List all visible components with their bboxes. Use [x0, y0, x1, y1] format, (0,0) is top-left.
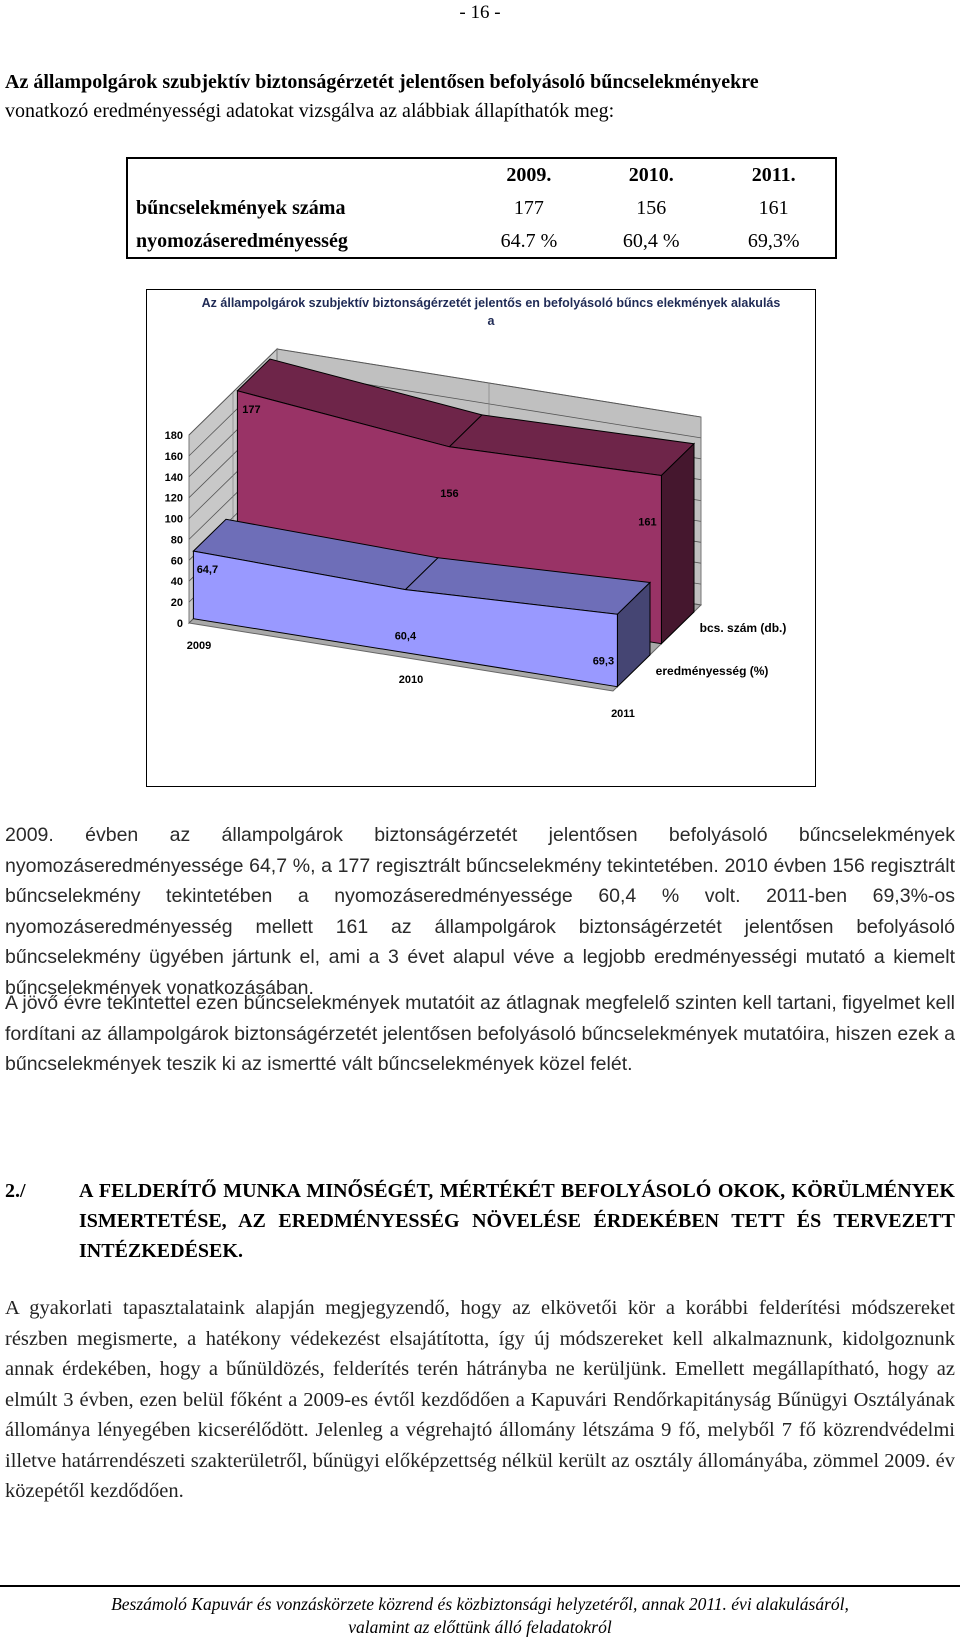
chart-y-tick-label: 180: [164, 430, 183, 442]
chart-y-tick-label: 0: [176, 618, 183, 630]
chart-y-tick-label: 120: [164, 492, 183, 505]
chart-data-label: 64,7: [196, 564, 219, 577]
table-cell: 156: [636, 196, 667, 219]
table-row-label: nyomozáseredményesség: [136, 229, 348, 252]
chart-y-tick-label: 140: [164, 471, 183, 484]
chart-title: a: [487, 314, 495, 328]
chart-svg: [147, 290, 815, 786]
chart-y-tick-label: 100: [164, 513, 183, 526]
chart-data-label: 161: [638, 516, 657, 529]
section-title: A FELDERÍTŐ MUNKA MINŐSÉGÉT, MÉRTÉKÉT BEFOLYÁSOLÓ OKOK, KÖRÜLMÉNYEK ISMERTETÉSE, AZ EREDMÉNYESSÉG NÖVELÉSE ÉRDEKÉBEN TETT ÉS TERVEZETT INTÉZKEDÉSEK.: [79, 1180, 955, 1262]
chart-y-tick-label: 40: [170, 576, 183, 589]
table-row-label: bűncselekmények száma: [136, 196, 346, 219]
intro-plain: vonatkozó eredményességi adatokat vizsgálva az alábbiak állapíthatók meg:: [5, 100, 615, 122]
footer: [0, 1593, 960, 1639]
intro-text: [5, 68, 955, 126]
footer-line: valamint az előttünk álló feladatokról: [348, 1617, 612, 1637]
stats-table: [126, 157, 837, 259]
table-row: [127, 192, 836, 225]
table-corner: [127, 158, 468, 192]
section-heading: [5, 1176, 955, 1266]
chart-data-label: 177: [242, 403, 261, 416]
footer-line: Beszámoló Kapuvár és vonzáskörzete közrend és közbiztonsági helyzetéről, annak 2011. évi alakulásáról,: [111, 1594, 849, 1614]
chart-x-tick-label: 2009: [186, 640, 212, 652]
table-cell: 161: [758, 196, 789, 219]
chart-frame: [146, 289, 816, 787]
table-cell: 60,4 %: [622, 229, 680, 252]
chart-series-label: bcs. szám (db.): [699, 620, 787, 635]
section-number: 2./: [5, 1180, 26, 1202]
paragraph-2: A jövő évre tekintettel ezen bűncselekmények mutatóit az átlagnak megfelelő szinten kell tartani, figyelmet kell fordítani az állampolgárok biztonságérzetét jelentősen befolyásoló bűncselekmények mutatóira, hiszen ezek a bűncselekmények teszik ki az ismertté vált bűncselekmények közel felét.: [5, 992, 955, 1075]
chart-x-tick-label: 2010: [398, 674, 424, 686]
table-header-row: [127, 158, 836, 192]
chart-y-tick-label: 160: [164, 450, 183, 463]
table-year: 2011.: [751, 164, 796, 187]
chart-y-tick-label: 60: [170, 555, 183, 568]
paragraph-3: A gyakorlati tapasztalataink alapján megjegyzendő, hogy az elkövetői kör a korábbi felderítési módszereket részben megismerte, a hatékony védekezést elsajátította, így új módszereket kell alkalmaznunk, kidolgoznunk annak érdekében, hogy a bűnüldözés, felderítés terén hátrányba ne kerüljünk. Emellett megállapítható, hogy az elmúlt 3 évben, ezen belül főként a 2009-es évtől kezdődően a Kapuvári Rendőrkapitányság Bűnügyi Osztályának állománya lényegében kicserélődött. Jelenleg a végrehajtó állomány létszáma 9 fő, melyből 7 fő közrendvédelmi illetve határrendészeti szakterületről, bűnügyi előképzettség nélkül került az osztály állományába, zömmel 2009. év közepétől kezdődően.: [5, 1297, 955, 1502]
page-number: - 16 -: [459, 2, 501, 23]
chart-x-tick-label: 2011: [611, 708, 635, 720]
chart-data-label: 60,4: [394, 630, 417, 643]
chart-title: Az állampolgárok szubjektív biztonságérzetét jelentős en befolyásoló bűncs elekmények alakulás: [201, 296, 781, 310]
table-cell: 177: [513, 196, 544, 219]
table-year: 2010.: [628, 164, 674, 187]
table-row: [127, 224, 836, 258]
chart-series-label: eredményesség (%): [655, 663, 769, 678]
paragraph-1: 2009. évben az állampolgárok biztonságérzetét jelentősen befolyásoló bűncselekmények nyomozáseredményessége 64,7 %, a 177 regisztrált bűncselekmény tekintetében. 2010 évben 156 regisztrált bűncselekmény tekintetében a nyomozáseredményessége 60,4 % volt. 2011-ben 69,3%-os nyomozáseredményesség mellett 161 az állampolgárok biztonságérzetét jelentősen befolyásoló bűncselekmény ügyében jártunk el, ami a 3 évet alapul véve a legjobb eredményességi mutató a kiemelt bűncselekmények vonatkozásában.: [5, 824, 955, 999]
chart-data-label: 69,3: [592, 655, 615, 668]
chart-y-tick-label: 80: [170, 534, 183, 547]
table-year: 2009.: [506, 164, 552, 187]
footer-rule: [0, 1585, 960, 1587]
table-cell: 69,3%: [747, 229, 800, 252]
chart-series-side: [661, 444, 694, 644]
chart-data-label: 156: [440, 487, 459, 500]
intro-bold: Az állampolgárok szubjektív biztonságérzetét jelentősen befolyásoló bűncselekményekre: [5, 71, 759, 93]
table-cell: 64.7 %: [500, 229, 558, 252]
chart-y-tick-label: 20: [170, 597, 183, 610]
